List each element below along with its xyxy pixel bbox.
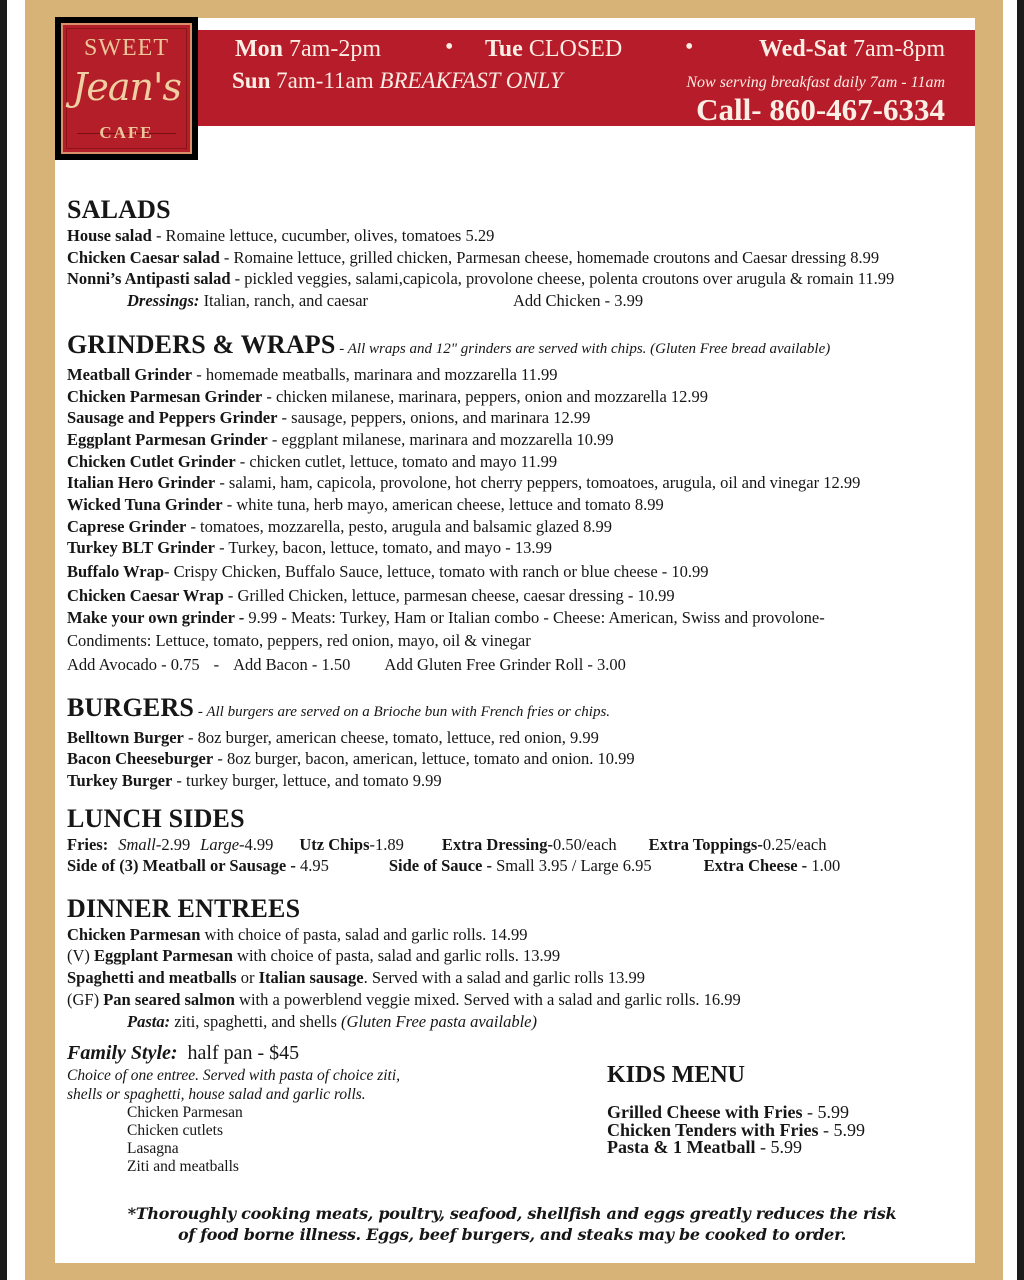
menu-item: Buffalo Wrap- Crispy Chicken, Buffalo Sauce, lettuce, tomato with ranch or blue cheese - 10.99 bbox=[67, 562, 709, 582]
menu-item: House salad - Romaine lettuce, cucumber, olives, tomatoes 5.29 bbox=[67, 226, 495, 245]
menu-item: Caprese Grinder - tomatoes, mozzarella, pesto, arugula and balsamic glazed 8.99 bbox=[67, 516, 612, 536]
menu-item: Wicked Tuna Grinder - white tuna, herb mayo, american cheese, lettuce and tomato 8.99 bbox=[67, 495, 664, 515]
menu-content bbox=[67, 195, 967, 1032]
family-style-options bbox=[67, 1104, 567, 1176]
section-burgers bbox=[67, 693, 967, 792]
sides-row: Side of (3) Meatball or Sausage - 4.95 Side of Sauce - Small 3.95 / Large 6.95 Extra Cheese - 1.00 bbox=[67, 856, 841, 876]
section-title: KIDS MENU bbox=[607, 1062, 746, 1088]
menu-item: Italian Hero Grinder - salami, ham, capicola, provolone, hot cherry peppers, tomoatoes, arugula, oil and vinegar 12.99 bbox=[67, 473, 861, 493]
section-title: SALADS bbox=[67, 195, 171, 224]
kids-items bbox=[607, 1104, 865, 1157]
menu-item: Eggplant Parmesan Grinder - eggplant milanese, marinara and mozzarella 10.99 bbox=[67, 429, 614, 449]
sides-row: Fries: Small -2.99 Large -4.99 Utz Chips -1.89 Extra Dressing- 0.50/each Extra Toppings- 0.25/each bbox=[67, 834, 827, 854]
logo-text-sweet: SWEET bbox=[84, 35, 169, 61]
cafe-logo bbox=[55, 17, 198, 160]
family-style-description: shells or spaghetti, house salad and garlic rolls. bbox=[67, 1086, 366, 1103]
phone-number[interactable]: Call- 860-467-6334 bbox=[696, 92, 945, 127]
menu-item: Turkey BLT Grinder - Turkey, bacon, lettuce, tomato, and mayo - 13.99 bbox=[67, 538, 553, 558]
menu-item: Grilled Cheese with Fries - 5.99 bbox=[607, 1102, 849, 1122]
menu-item: Chicken Cutlet Grinder - chicken cutlet, lettuce, tomato and mayo 11.99 bbox=[67, 451, 558, 471]
section-dinner bbox=[67, 894, 967, 1033]
pasta-line: Pasta: ziti, spaghetti, and shells (Gluten Free pasta available) bbox=[127, 1011, 537, 1031]
menu-item: Chicken Tenders with Fries - 5.99 bbox=[607, 1119, 866, 1140]
section-title: LUNCH SIDES bbox=[67, 803, 245, 833]
family-option: Ziti and meatballs bbox=[127, 1158, 239, 1175]
family-style-description: Choice of one entree. Served with pasta of choice ziti, bbox=[67, 1067, 401, 1084]
hours-tuesday: Tue CLOSED bbox=[485, 36, 623, 62]
screen-edge-left bbox=[0, 0, 7, 1280]
section-salads bbox=[67, 195, 967, 312]
menu-item: Chicken Parmesan with choice of pasta, salad and garlic rolls. 14.99 bbox=[67, 924, 528, 944]
logo-text-cafe: CAFE bbox=[99, 123, 154, 142]
screen-edge-right bbox=[1017, 0, 1024, 1280]
family-style-title: Family Style: half pan - $45 bbox=[67, 1042, 300, 1064]
hours-wed-sat: Wed-Sat 7am-8pm bbox=[759, 36, 945, 62]
family-option: Chicken cutlets bbox=[127, 1122, 223, 1139]
separator-dot: • bbox=[685, 34, 694, 60]
section-family-style bbox=[67, 1040, 567, 1176]
menu-item: Sausage and Peppers Grinder - sausage, peppers, onions, and marinara 12.99 bbox=[67, 408, 591, 428]
condiments-line: Condiments: Lettuce, tomato, peppers, red onion, mayo, oil & vinegar bbox=[67, 631, 531, 651]
section-grinders bbox=[67, 330, 967, 676]
menu-item: Make your own grinder - 9.99 - Meats: Turkey, Ham or Italian combo - Cheese: American, Swiss and provolone- bbox=[67, 607, 825, 627]
menu-item: Chicken Caesar Wrap - Grilled Chicken, lettuce, parmesan cheese, caesar dressing - 10.99 bbox=[67, 585, 675, 605]
menu-item: (GF) Pan seared salmon with a powerblend veggie mixed. Served with a salad and garlic rolls. 16.99 bbox=[67, 989, 741, 1009]
menu-item: Chicken Caesar salad - Romaine lettuce, grilled chicken, Parmesan cheese, homemade croutons and Caesar dressing 8.99 bbox=[67, 247, 880, 267]
menu-item: Nonni’s Antipasti salad - pickled veggies, salami,capicola, provolone cheese, polenta croutons over arugula & romain 11.99 bbox=[67, 269, 895, 289]
menu-item: Pasta & 1 Meatball - 5.99 bbox=[607, 1137, 802, 1157]
section-kids-menu bbox=[607, 1060, 865, 1157]
menu-item: Meatball Grinder - homemade meatballs, marinara and mozzarella 11.99 bbox=[67, 364, 558, 384]
hours-sunday: Sun 7am-11am BREAKFAST ONLY bbox=[232, 68, 563, 93]
header-band bbox=[195, 30, 975, 126]
logo-badge bbox=[61, 23, 192, 154]
dressings-line: Dressings: Italian, ranch, and caesar Add Chicken - 3.99 bbox=[127, 291, 644, 311]
section-title: DINNER ENTREES bbox=[67, 893, 301, 923]
menu-item: Spaghetti and meatballs or Italian sausage. Served with a salad and garlic rolls 13.99 bbox=[67, 968, 645, 988]
section-title: BURGERS - All burgers are served on a Brioche bun with French fries or chips. bbox=[67, 692, 611, 722]
menu-item: Turkey Burger - turkey burger, lettuce, and tomato 9.99 bbox=[67, 771, 442, 791]
section-title: GRINDERS & WRAPS - All wraps and 12" grinders are served with chips. (Gluten Free bread available) bbox=[67, 329, 831, 359]
menu-item: (V) Eggplant Parmesan with choice of pasta, salad and garlic rolls. 13.99 bbox=[67, 946, 561, 966]
addons-line: Add Avocado - 0.75 - Add Bacon - 1.50 Add Gluten Free Grinder Roll - 3.00 bbox=[67, 654, 626, 674]
family-option: Chicken Parmesan bbox=[127, 1104, 243, 1121]
menu-item: Bacon Cheeseburger - 8oz burger, bacon, american, lettuce, tomato and onion. 10.99 bbox=[67, 749, 635, 769]
menu-item: Chicken Parmesan Grinder - chicken milanese, marinara, peppers, onion and mozzarella 12.99 bbox=[67, 386, 709, 406]
separator-dot: • bbox=[445, 34, 454, 60]
food-safety-disclaimer: *Thoroughly cooking meats, poultry, seafood, shellfish and eggs greatly reduces the risk of food borne illness. Eggs, beef burgers, and steaks may be cooked to order. bbox=[127, 1204, 897, 1244]
menu-item: Belltown Burger - 8oz burger, american cheese, tomato, lettuce, red onion, 9.99 bbox=[67, 727, 599, 747]
family-option: Lasagna bbox=[127, 1140, 179, 1157]
breakfast-note: Now serving breakfast daily 7am - 11am bbox=[686, 74, 945, 91]
logo-text-jeans: Jean's bbox=[72, 65, 181, 109]
hours-monday: Mon 7am-2pm bbox=[235, 36, 381, 62]
section-lunch-sides bbox=[67, 804, 967, 877]
